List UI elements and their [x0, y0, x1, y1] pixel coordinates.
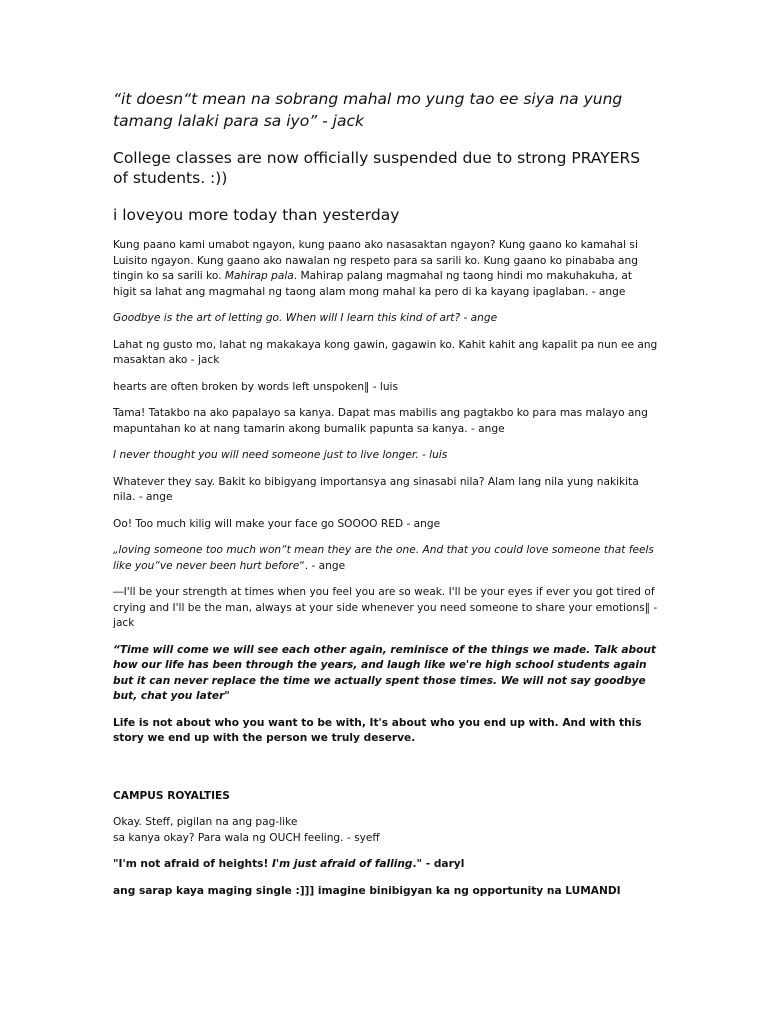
- quote-time-will-come: “Time will come we will see each other again, reminisce of the things we made. Talk about how our life has been through the years, and laugh like we're high school students again but it can never replace the time we actually spent those times. We will not say goodbye but, chat you later": [113, 643, 656, 702]
- quote-goodbye: Goodbye is the art of letting go. When will I learn this kind of art? - ange: [113, 312, 498, 324]
- quote-loving-someone: [113, 543, 658, 574]
- quote-afraid-of-heights: [113, 857, 658, 873]
- quote-afraid-of-heights-part2: ." - daryl: [412, 858, 465, 870]
- paragraph-kung-paano-italic: Mahirap pala: [224, 270, 294, 282]
- text-college-classes: College classes are now officially suspended due to strong PRAYERS of students. :)): [113, 149, 641, 187]
- text-i-loveyou: i loveyou more today than yesterday: [113, 206, 400, 224]
- quote-loving-someone-attribution: “. - ange: [299, 559, 346, 572]
- quote-loving-someone-italic: „loving someone too much won“t mean they are the one. And that you could love someone that feels like you“ve never been hurt before: [113, 544, 654, 572]
- paragraph-kung-paano-part1: Kung paano kami umabot ngayon, kung paano ako nasasaktan ngayon? Kung gaano ko kamahal si Luisito ngayon. Kung gaano ako nawalan ng respeto para sa sarili ko. Kung gaano ko pinababa ang tingin ko sa sarili ko.: [113, 239, 638, 282]
- paragraph-whatever: Whatever they say. Bakit ko bibigyang importansya ang sinasabi nila? Alam lang nila yung nakikita nila. - ange: [113, 475, 639, 503]
- paragraph-tama: Tama! Tatakbo na ako papalayo sa kanya. Dapat mas mabilis ang pagtakbo ko para mas malayo ang mapuntahan ko at nang tamarin akong bumalik papunta sa kanya. - ange: [113, 407, 648, 435]
- quote-afraid-of-heights-italic: I'm just afraid of falling: [271, 858, 413, 870]
- paragraph-okay-steff-line2: sa kanya okay? Para wala ng OUCH feeling. - syeff: [113, 831, 380, 844]
- paragraph-kilig: Oo! Too much kilig will make your face go SOOOO RED - ange: [113, 517, 441, 530]
- paragraph-lahat-ng-gusto: Lahat ng gusto mo, lahat ng makakaya kong gawin, gagawin ko. Kahit kahit ang kapalit pa nun ee ang masaktan ako - jack: [113, 338, 658, 366]
- paragraph-okay-steff: [113, 815, 658, 846]
- quote-never-thought: I never thought you will need someone just to live longer. - luis: [113, 449, 448, 461]
- quote-afraid-of-heights-part1: "I'm not afraid of heights!: [113, 858, 272, 870]
- quote-jack-1: “it doesn“t mean na sobrang mahal mo yung tao ee siya na yung tamang lalaki para sa iyo” - jack: [113, 90, 623, 130]
- paragraph-okay-steff-line1: Okay. Steff, pigilan na ang pag-like: [113, 816, 298, 828]
- paragraph-sarap-single: ang sarap kaya maging single :]]] imagine binibigyan ka ng opportunity na LUMANDI: [113, 884, 621, 897]
- paragraph-kung-paano-part2: . Mahirap palang magmahal ng taong hindi mo makuhakuha, at higit sa lahat ang magmahal ng taong alam mong mahal ka pero di ka kayang ipaglaban. - ange: [113, 270, 633, 298]
- quote-strength: ―I'll be your strength at times when you feel you are so weak. I'll be your eyes if ever you got tired of crying and I'll be the man, always at your side whenever you need someone to share your emotions‖ - jack: [113, 586, 658, 629]
- paragraph-kung-paano: [113, 238, 658, 300]
- quote-hearts-broken: hearts are often broken by words left unspoken‖ - luis: [113, 380, 399, 393]
- heading-campus-royalties: CAMPUS ROYALTIES: [113, 789, 230, 802]
- document-page: [113, 88, 658, 899]
- paragraph-life-is-not: Life is not about who you want to be with, It's about who you end up with. And with this story we end up with the person we truly deserve.: [113, 716, 642, 744]
